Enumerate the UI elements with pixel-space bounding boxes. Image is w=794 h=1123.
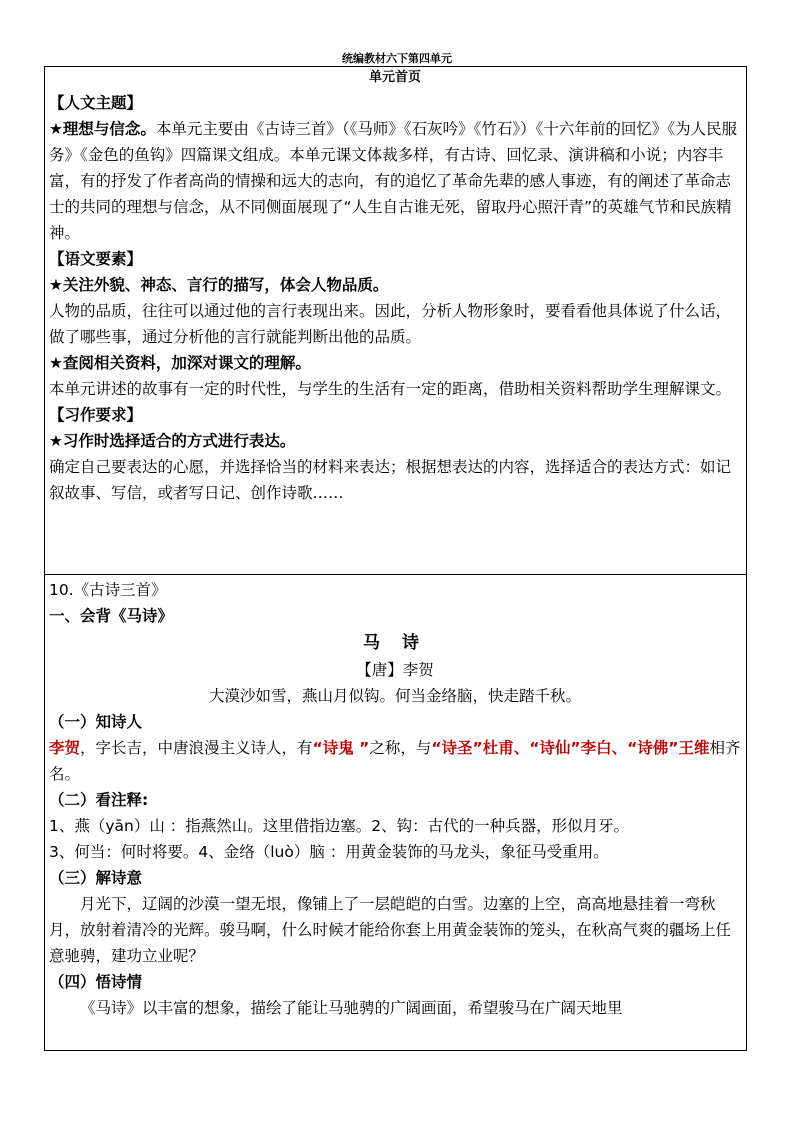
- page-title: 单元首页: [368, 70, 421, 85]
- theme-text: 本单元主要由《古诗三首》（《马师》《石灰吟》《竹石》）《十六年前的回忆》《为人民服务》《金色的鱼钩》四篇课文组成。本单元课文体裁多样，有古诗、回忆录、演讲稿和小说；内容丰富，有的抒发了作者高尚的情操和远大的志向，有的追忆了革命先辈的感人事迹，有的阐述了革命志士的共同的理想与信念，从不同侧面展现了“人生自古谁无死，留取丹心照汗青”的英雄气节和民族精神。: [49, 120, 738, 242]
- notes-heading: （二）看注释:: [49, 791, 149, 809]
- poet-sheng: “诗圣”杜甫: [431, 739, 514, 757]
- content-table: [44, 66, 747, 1051]
- document-header: 统编教材六下第四单元: [342, 52, 452, 65]
- lesson-title: 10.《古诗三首》: [49, 581, 167, 599]
- meaning-heading: （三）解诗意: [49, 869, 143, 887]
- poem-dynasty: 【唐】: [356, 661, 403, 679]
- meaning-text: 月光下，辽阔的沙漠一望无垠，像铺上了一层皑皑的白雪。边塞的上空，高高地悬挂着一弯秋月，放射着清冷的光辉。骏马啊，什么时候才能给你套上用黄金装饰的笼头，在秋高气爽的疆场上任意驰骋，建功立业呢？: [49, 895, 732, 965]
- poem-title: 马 诗: [363, 633, 427, 653]
- poet-sep: 、: [513, 739, 530, 757]
- language-point-1: ★关注外貌、神态、言行的描写，体会人物品质。: [49, 276, 389, 294]
- poem-author: 李贺: [402, 661, 434, 679]
- theme-heading: 【人文主题】: [49, 94, 143, 112]
- feeling-text: 《马诗》以丰富的想象，描绘了能让马驰骋的广阔画面，希望骏马在广阔天地里: [80, 999, 623, 1017]
- poet-heading: （一）知诗人: [49, 713, 143, 731]
- unit-overview-cell: [45, 66, 746, 575]
- notes-line-1: 1、燕（yān）山 ：指燕然山。这里借指边塞。2、钩：古代的一种兵器，形似月牙。: [49, 817, 630, 835]
- writing-text: 确定自己要表达的心愿，并选择恰当的材料来表达；根据想表达的内容，选择适合的表达方式：如记叙故事、写信，或者写日记、创作诗歌……: [49, 458, 732, 502]
- poet-sep2: 、: [611, 739, 628, 757]
- poet-xian: “诗仙”李白: [529, 739, 612, 757]
- writing-heading: 【习作要求】: [49, 406, 143, 424]
- feeling-heading: （四）悟诗情: [49, 973, 143, 991]
- language-point-2: ★查阅相关资料，加深对课文的理解。: [49, 354, 311, 372]
- poet-name: 李贺: [49, 739, 81, 757]
- poem-byline: [49, 657, 741, 683]
- notes-line-2: 3、何当：何时将要。4、金络（luò）脑 ：用黄金装饰的马龙头，象征马受重用。: [49, 843, 609, 861]
- poet-gui: “诗鬼 ”: [312, 739, 370, 757]
- poem-lines: 大漠沙如雪，燕山月似钩。何当金络脑，快走踏千秋。: [208, 687, 581, 705]
- theme-paragraph: [49, 116, 741, 246]
- poet-text-b: 之称，与: [369, 739, 432, 757]
- part1-heading: 一、会背《马诗》: [49, 607, 174, 625]
- poet-fo: “诗佛”王维: [627, 739, 710, 757]
- poet-text-a: ，字长吉，中唐浪漫主义诗人，有: [80, 739, 313, 757]
- language-text-1: 人物的品质，往往可以通过他的言行表现出来。因此，分析人物形象时，要看看他具体说了什么话，做了哪些事，通过分析他的言行就能判断出他的品质。: [49, 302, 732, 346]
- poet-paragraph: [49, 735, 741, 787]
- writing-point: ★习作时选择适合的方式进行表达。: [49, 432, 296, 450]
- theme-star: ★理想与信念。: [49, 120, 156, 138]
- poet-text-c: 相齐名。: [49, 739, 741, 783]
- language-text-2: 本单元讲述的故事有一定的时代性，与学生的生活有一定的距离，借助相关资料帮助学生理解课文。: [49, 380, 732, 398]
- language-heading: 【语文要素】: [49, 250, 143, 268]
- lesson-cell: [45, 575, 746, 1050]
